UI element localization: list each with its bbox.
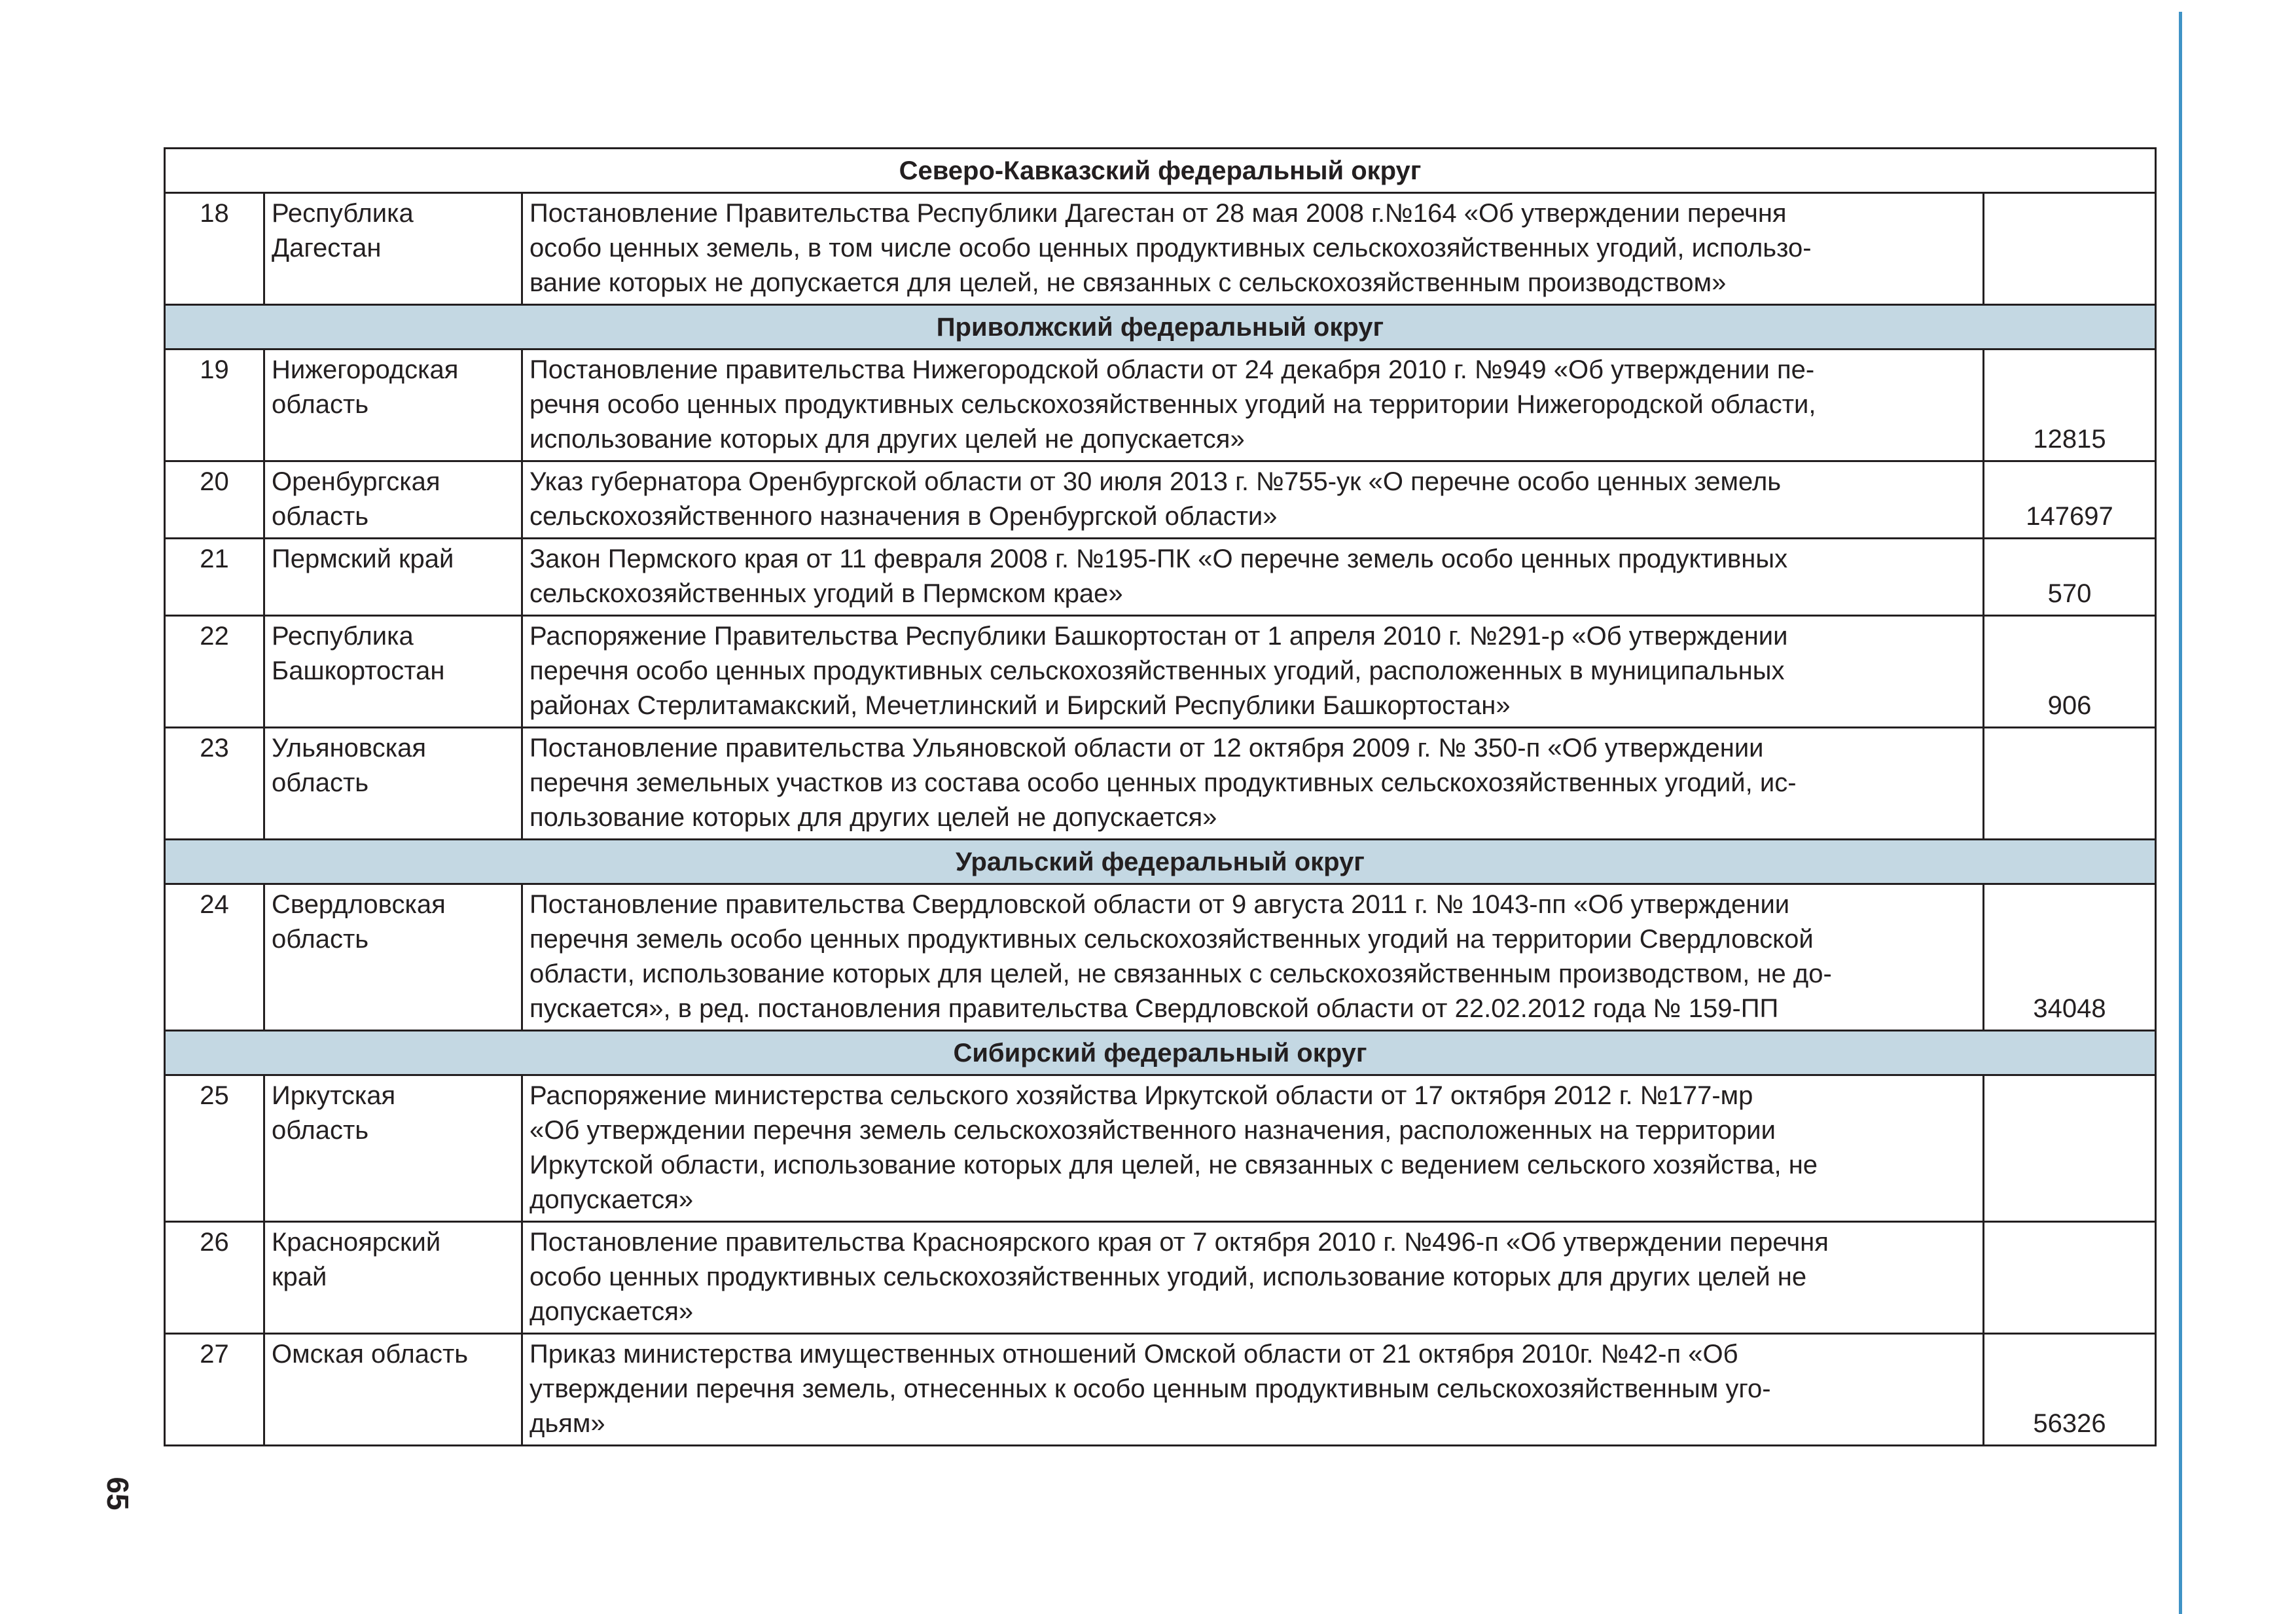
row-number: 21	[165, 539, 264, 616]
row-number: 25	[165, 1075, 264, 1222]
region-name: Иркутская область	[264, 1075, 522, 1222]
row-number: 23	[165, 728, 264, 840]
region-name: Нижегородская область	[264, 350, 522, 461]
table-row	[165, 728, 2156, 840]
table-row	[165, 1222, 2156, 1334]
table-row	[165, 350, 2156, 461]
area-value	[1984, 728, 2156, 840]
region-name: Омская область	[264, 1334, 522, 1446]
table-row	[165, 616, 2156, 728]
area-value	[1984, 1075, 2156, 1222]
area-value: 12815	[1984, 350, 2156, 461]
row-number: 22	[165, 616, 264, 728]
regulation-text: Закон Пермского края от 11 февраля 2008 г. №195-ПК «О перечне земель особо ценных продуктивных сельскохозяйственных угодий в Пермском крае»	[522, 539, 1984, 616]
table-row	[165, 1075, 2156, 1222]
area-value: 906	[1984, 616, 2156, 728]
area-value: 34048	[1984, 884, 2156, 1031]
area-value: 56326	[1984, 1334, 2156, 1446]
land-regulations-table	[164, 147, 2157, 1446]
row-number: 20	[165, 461, 264, 539]
region-name: Свердловская область	[264, 884, 522, 1031]
regulation-text: Приказ министерства имущественных отношений Омской области от 21 октября 2010г. №42-п «Об утверждении перечня земель, отнесенных к особо ценным продуктивным сельскохозяйственным уго- дьям»	[522, 1334, 1984, 1446]
region-name: Пермский край	[264, 539, 522, 616]
section-title: Уральский федеральный округ	[165, 840, 2156, 884]
area-value	[1984, 1222, 2156, 1334]
section-header	[165, 840, 2156, 884]
table-row	[165, 1334, 2156, 1446]
region-name: Красноярский край	[264, 1222, 522, 1334]
table-row	[165, 884, 2156, 1031]
row-number: 18	[165, 193, 264, 305]
section-header	[165, 149, 2156, 193]
region-name: Республика Дагестан	[264, 193, 522, 305]
area-value	[1984, 193, 2156, 305]
section-header	[165, 1031, 2156, 1075]
regulation-text: Указ губернатора Оренбургской области от 30 июля 2013 г. №755-ук «О перечне особо ценных земель сельскохозяйственного назначения в Оренбургской области»	[522, 461, 1984, 539]
region-name: Республика Башкортостан	[264, 616, 522, 728]
region-name: Оренбургская область	[264, 461, 522, 539]
section-title: Северо-Кавказский федеральный округ	[165, 149, 2156, 193]
row-number: 26	[165, 1222, 264, 1334]
table-row	[165, 193, 2156, 305]
regulation-text: Постановление правительства Нижегородской области от 24 декабря 2010 г. №949 «Об утверждении пе- речня особо ценных продуктивных сельскохозяйственных угодий на территории Нижегородской области, использование которых для других целей не допускается»	[522, 350, 1984, 461]
regulation-text: Постановление правительства Свердловской области от 9 августа 2011 г. № 1043-пп «Об утверждении перечня земель особо ценных продуктивных сельскохозяйственных угодий на территории Свердловской области, использование которых для целей, не связанных с сельскохозяйственным производством, не до- пускается», в ред. постановления правительства Свердловской области от 22.02.2012 года № 159-ПП	[522, 884, 1984, 1031]
row-number: 19	[165, 350, 264, 461]
area-value: 570	[1984, 539, 2156, 616]
table-row	[165, 539, 2156, 616]
region-name: Ульяновская область	[264, 728, 522, 840]
page-edge-rule	[2179, 12, 2182, 1614]
area-value: 147697	[1984, 461, 2156, 539]
row-number: 27	[165, 1334, 264, 1446]
row-number: 24	[165, 884, 264, 1031]
section-title: Приволжский федеральный округ	[165, 305, 2156, 350]
section-header	[165, 305, 2156, 350]
section-title: Сибирский федеральный округ	[165, 1031, 2156, 1075]
regulation-text: Постановление Правительства Республики Дагестан от 28 мая 2008 г.№164 «Об утверждении перечня особо ценных земель, в том числе особо ценных продуктивных сельскохозяйственных угодий, использо- вание которых не допускается для целей, не связанных с сельскохозяйственным производством»	[522, 193, 1984, 305]
page-number: 65	[101, 1477, 135, 1511]
regulation-text: Распоряжение министерства сельского хозяйства Иркутской области от 17 октября 2012 г. №177-мр «Об утверждении перечня земель сельскохозяйственного назначения, расположенных на территории Иркутской области, использование которых для целей, не связанных с ведением сельского хозяйства, не допускается»	[522, 1075, 1984, 1222]
regulation-text: Постановление правительства Красноярского края от 7 октября 2010 г. №496-п «Об утверждении перечня особо ценных продуктивных сельскохозяйственных угодий, использование которых для других целей не допускается»	[522, 1222, 1984, 1334]
regulation-text: Распоряжение Правительства Республики Башкортостан от 1 апреля 2010 г. №291-р «Об утверждении перечня особо ценных продуктивных сельскохозяйственных угодий, расположенных в муниципальных районах Стерлитамакский, Мечетлинский и Бирский Республики Башкортостан»	[522, 616, 1984, 728]
table-row	[165, 461, 2156, 539]
regulation-text: Постановление правительства Ульяновской области от 12 октября 2009 г. № 350-п «Об утверждении перечня земельных участков из состава особо ценных продуктивных сельскохозяйственных угодий, ис- пользование которых для других целей не допускается»	[522, 728, 1984, 840]
